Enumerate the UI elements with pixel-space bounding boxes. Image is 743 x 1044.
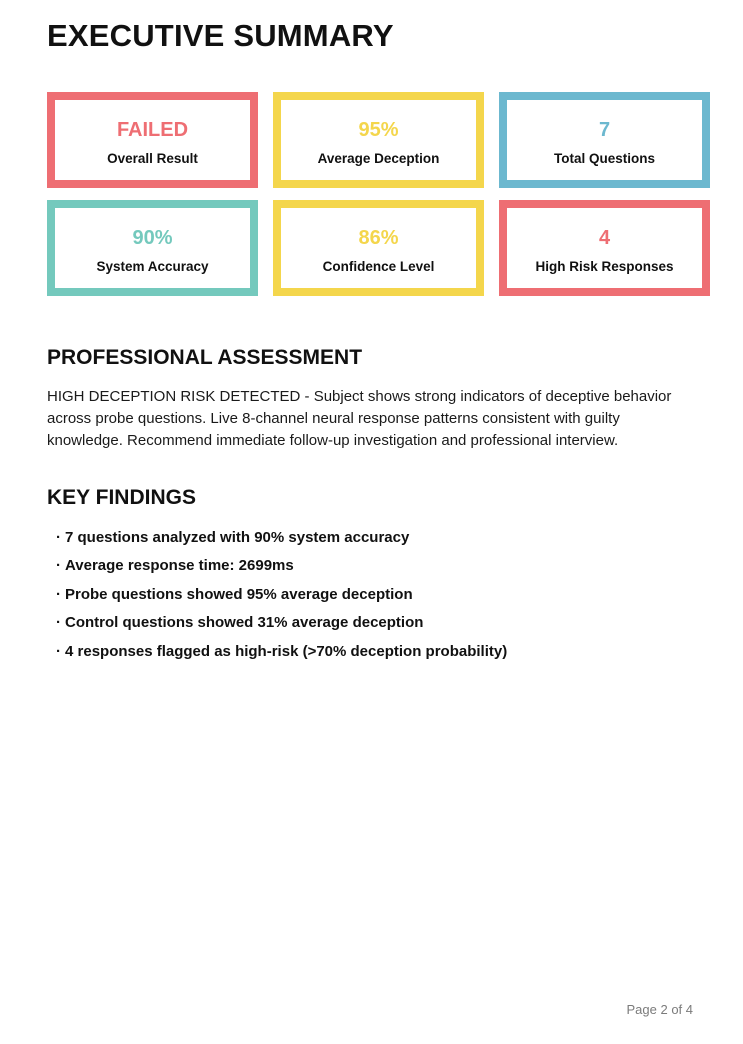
metric-card <box>47 200 258 296</box>
metric-label: Average Deception <box>317 151 440 167</box>
metric-card <box>499 92 710 188</box>
finding-item <box>56 584 743 605</box>
finding-item <box>56 612 743 633</box>
bullet-icon: · <box>56 614 61 632</box>
bullet-icon: · <box>56 642 61 660</box>
finding-item <box>56 555 743 576</box>
metric-label: System Accuracy <box>96 259 209 275</box>
metric-value: 86% <box>358 227 399 250</box>
metric-label: Confidence Level <box>322 259 435 275</box>
metric-value: 7 <box>598 119 611 142</box>
finding-text: Average response time: 2699ms <box>65 557 294 575</box>
summary-cards-grid <box>47 92 710 296</box>
finding-item <box>56 641 743 662</box>
metric-label: Total Questions <box>553 151 655 167</box>
metric-value: 90% <box>132 227 173 250</box>
key-findings-list <box>47 527 743 662</box>
metric-label: High Risk Responses <box>535 259 674 275</box>
metric-card <box>499 200 710 296</box>
metric-label: Overall Result <box>107 151 198 167</box>
finding-text: 7 questions analyzed with 90% system accuracy <box>65 528 410 546</box>
finding-item <box>56 527 743 548</box>
finding-text: Control questions showed 31% average deception <box>65 614 424 632</box>
metric-value: FAILED <box>116 119 189 142</box>
metric-value: 4 <box>598 227 611 250</box>
metric-card <box>273 200 484 296</box>
page-title: EXECUTIVE SUMMARY <box>47 18 394 53</box>
finding-text: 4 responses flagged as high-risk (>70% deception probability) <box>65 642 508 660</box>
assessment-heading: PROFESSIONAL ASSESSMENT <box>47 346 363 370</box>
finding-text: Probe questions showed 95% average deception <box>65 585 413 603</box>
bullet-icon: · <box>56 557 61 575</box>
findings-heading: KEY FINDINGS <box>47 485 196 509</box>
metric-card <box>47 92 258 188</box>
page-number: Page 2 of 4 <box>626 1002 693 1017</box>
assessment-body: HIGH DECEPTION RISK DETECTED - Subject shows strong indicators of deceptive behavior across probe questions. Live 8-channel neural response patterns consistent with guilty knowledge. Recommend immediate follow-up investigation and professional interview. <box>47 388 672 449</box>
bullet-icon: · <box>56 528 61 546</box>
bullet-icon: · <box>56 585 61 603</box>
metric-value: 95% <box>358 119 399 142</box>
metric-card <box>273 92 484 188</box>
